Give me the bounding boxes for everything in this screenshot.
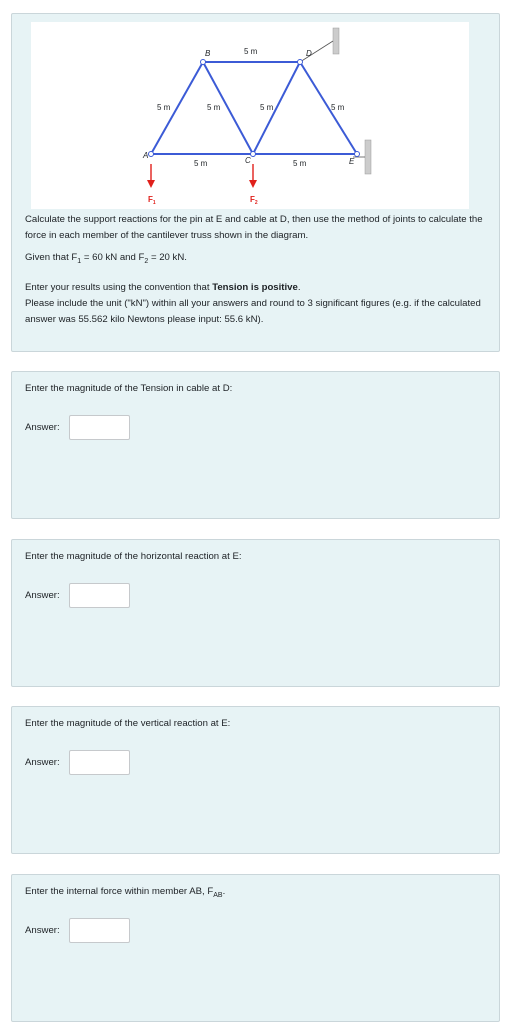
- joint-d: [298, 60, 303, 65]
- question-member-ab-card: [11, 874, 500, 1022]
- answer-label: Answer:: [25, 757, 60, 768]
- label-b: B: [205, 49, 211, 58]
- label-a: A: [143, 151, 149, 160]
- intro-convention: Enter your results using the convention that Tension is positive.: [25, 282, 301, 293]
- answer-label: Answer:: [25, 590, 60, 601]
- question-text: Enter the magnitude of the Tension in cable at D:: [25, 383, 233, 394]
- answer-input-vertical-reaction[interactable]: [69, 750, 130, 775]
- pin-wall-support: [353, 140, 371, 174]
- dim-bd: 5 m: [244, 47, 258, 56]
- label-f2: $F_2$: [250, 195, 258, 206]
- answer-row: [25, 750, 130, 775]
- truss-svg: [31, 22, 469, 209]
- intro-given-values: Given that $F_1 = 60$ kN and $F_2 = 20$ kN.: [25, 252, 187, 265]
- cable-d: [300, 41, 333, 62]
- answer-row: [25, 583, 130, 608]
- label-e: E: [349, 157, 355, 166]
- joint-c: [251, 152, 256, 157]
- truss-diagram: [31, 22, 469, 209]
- question-text: Enter the magnitude of the horizontal reaction at E:: [25, 551, 242, 562]
- joint-e: [355, 152, 360, 157]
- question-text: Enter the internal force within member AB, $F_{AB}$.: [25, 886, 226, 899]
- answer-input-member-ab[interactable]: [69, 918, 130, 943]
- question-vertical-reaction-card: [11, 706, 500, 854]
- label-d: D: [306, 49, 312, 58]
- question-horizontal-reaction-card: [11, 539, 500, 687]
- cable-wall-support: [333, 28, 339, 54]
- dim-bc: 5 m: [207, 103, 221, 112]
- intro-paragraph-1: Calculate the support reactions for the pin at E and cable at D, then use the method of joints to calculate the force in each member of the cantilever truss shown in the diagram.: [25, 214, 483, 241]
- question-intro-card: [11, 13, 500, 352]
- answer-input-cable-tension[interactable]: [69, 415, 130, 440]
- answer-label: Answer:: [25, 925, 60, 936]
- joint-a: [149, 152, 154, 157]
- member-de: [300, 62, 357, 154]
- joint-b: [201, 60, 206, 65]
- force-f2-arrow: [249, 164, 257, 188]
- dim-ac: 5 m: [194, 159, 208, 168]
- question-text: Enter the magnitude of the vertical reaction at E:: [25, 718, 231, 729]
- label-f1: $F_1$: [148, 195, 156, 206]
- dim-cd: 5 m: [260, 103, 274, 112]
- intro-units-note: Please include the unit ("kN") within all your answers and round to 3 significant figures (e.g. if the calculated answer was 55.562 kilo Newtons please input: 55.6 kN).: [25, 298, 481, 325]
- answer-row: [25, 918, 130, 943]
- force-f1-arrow: [147, 164, 155, 188]
- dim-de: 5 m: [331, 103, 345, 112]
- question-cable-tension-card: [11, 371, 500, 519]
- truss-members: [151, 62, 357, 154]
- answer-label: Answer:: [25, 422, 60, 433]
- label-c: C: [245, 156, 251, 165]
- answer-row: [25, 415, 130, 440]
- dim-ce: 5 m: [293, 159, 307, 168]
- answer-input-horizontal-reaction[interactable]: [69, 583, 130, 608]
- dim-ab: 5 m: [157, 103, 171, 112]
